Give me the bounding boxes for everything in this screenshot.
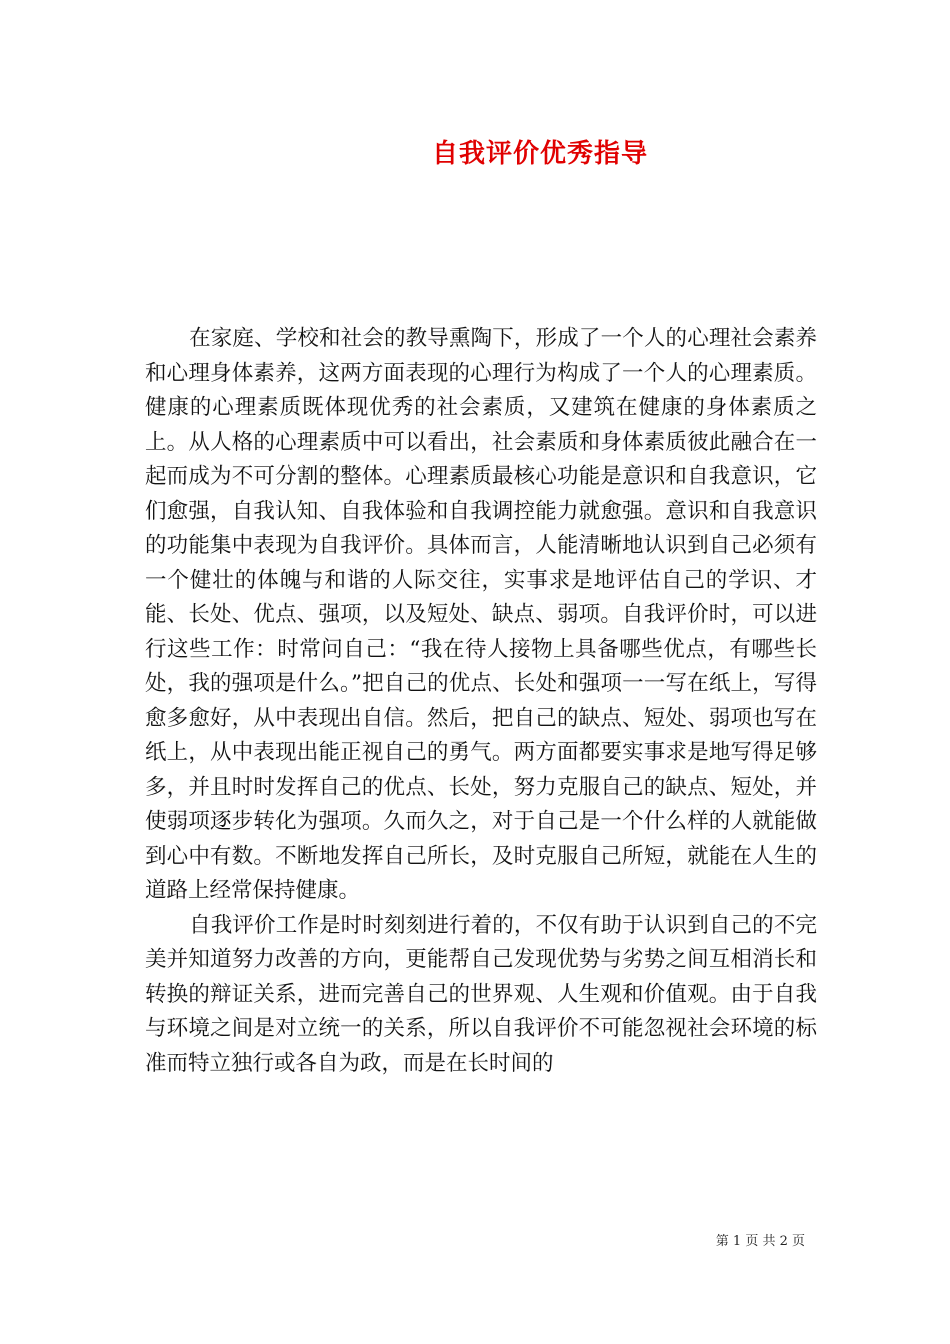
document-body xyxy=(145,322,817,1081)
paragraph-1: 在家庭、学校和社会的教导熏陶下，形成了一个人的心理社会素养和心理身体素养，这两方面表现的心理行为构成了一个人的心理素质。健康的心理素质既体现优秀的社会素质，又建筑在健康的身体素质之上。从人格的心理素质中可以看出，社会素质和身体素质彼此融合在一起而成为不可分割的整体。心理素质最核心功能是意识和自我意识，它们愈强，自我认知、自我体验和自我调控能力就愈强。意识和自我意识的功能集中表现为自我评价。具体而言，人能清晰地认识到自己必须有一个健壮的体魄与和谐的人际交往，实事求是地评估自己的学识、才能、长处、优点、强项，以及短处、缺点、弱项。自我评价时，可以进行这些工作：时常问自己：“我在待人接物上具备哪些优点，有哪些长处，我的强项是什么。”把自己的优点、长处和强项一一写在纸上，写得愈多愈好，从中表现出自信。然后，把自己的缺点、短处、弱项也写在纸上，从中表现出能正视自己的勇气。两方面都要实事求是地写得足够多，并且时时发挥自己的优点、长处，努力克服自己的缺点、短处，并使弱项逐步转化为强项。久而久之，对于自己是一个什么样的人就能做到心中有数。不断地发挥自己所长，及时克服自己所短，就能在人生的道路上经常保持健康。 xyxy=(145,326,817,903)
page-number-footer: 第 1 页 共 2 页 xyxy=(715,1234,805,1249)
paragraph-2: 自我评价工作是时时刻刻进行着的，不仅有助于认识到自己的不完美并知道努力改善的方向，更能帮自己发现优势与劣势之间互相消长和转换的辩证关系，进而完善自己的世界观、人生观和价值观。由于自我与环境之间是对立统一的关系，所以自我评价不可能忽视社会环境的标准而特立独行或各自为政，而是在长时间的 xyxy=(145,912,817,1076)
document-title: 自我评价优秀指导 xyxy=(431,139,648,169)
